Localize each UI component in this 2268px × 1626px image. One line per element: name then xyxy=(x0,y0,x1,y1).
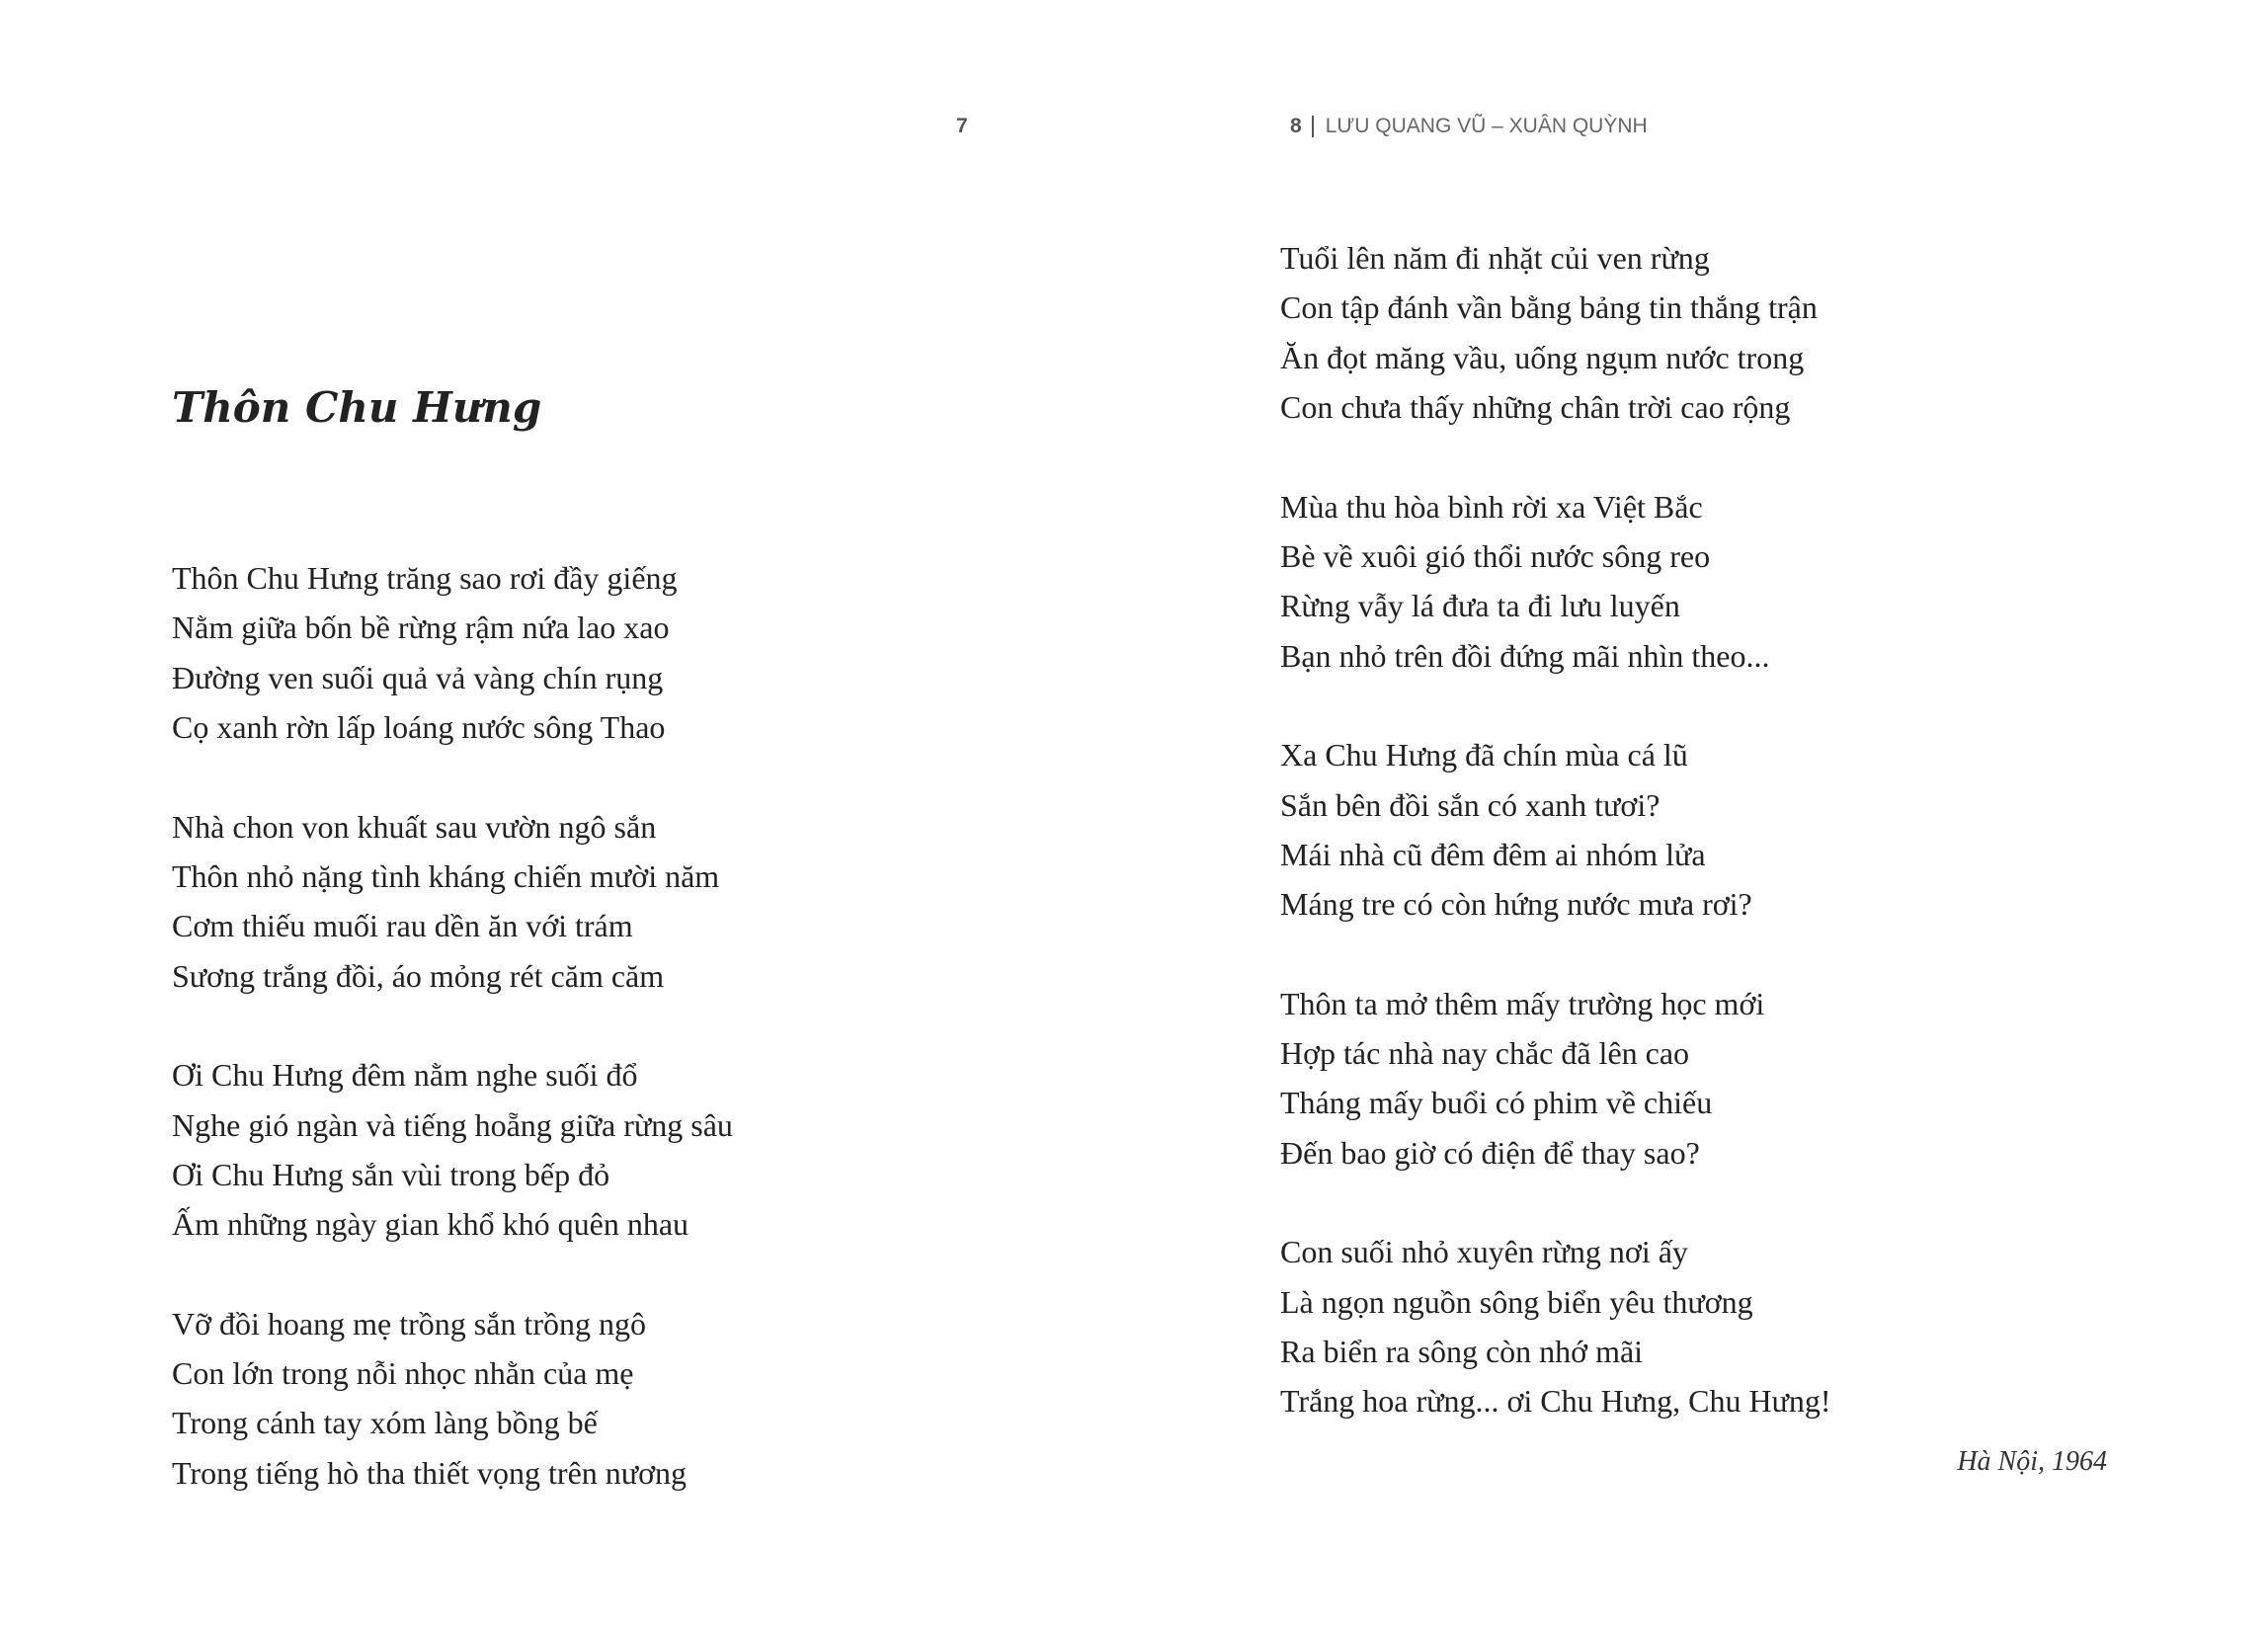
verse-line: Máng tre có còn hứng nước mưa rơi? xyxy=(1280,886,1752,923)
verse-line: Ăn đọt măng vầu, uống ngụm nước trong xyxy=(1280,339,1805,375)
verse-line: Ơi Chu Hưng đêm nằm nghe suối đổ xyxy=(172,1057,638,1094)
verse-line: Cơm thiếu muối rau dền ăn với trám xyxy=(172,908,633,944)
verse-line: Trong cánh tay xóm làng bồng bế xyxy=(172,1405,598,1441)
page-number-7: 7 xyxy=(956,115,968,137)
verse-line: Ấm những ngày gian khổ khó quên nhau xyxy=(172,1206,689,1243)
verse-line: Trong tiếng hò tha thiết vọng trên nương xyxy=(172,1454,688,1491)
stanza-9 xyxy=(1280,1227,2169,1426)
verse-line: Tháng mấy buổi có phim về chiếu xyxy=(1280,1085,1713,1121)
verse-line: Nhà chon von khuất sau vườn ngô sắn xyxy=(172,808,657,845)
running-header-title: LƯU QUANG VŨ – XUÂN QUỲNH xyxy=(1325,115,1648,137)
verse-line: Xa Chu Hưng đã chín mùa cá lũ xyxy=(1280,737,1688,773)
verse-line: Con tập đánh vần bằng bảng tin thắng trận xyxy=(1280,289,1818,326)
verse-line: Tuổi lên năm đi nhặt củi ven rừng xyxy=(1280,240,1710,276)
stanza-4 xyxy=(172,1299,1061,1499)
stanza-8 xyxy=(1280,979,2169,1179)
stanza-7 xyxy=(1280,730,2169,930)
verse-line: Ơi Chu Hưng sắn vùi trong bếp đỏ xyxy=(172,1156,610,1192)
verse-line: Sắn bên đồi sắn có xanh tươi? xyxy=(1280,786,1660,823)
verse-line: Thôn nhỏ nặng tình kháng chiến mười năm xyxy=(172,857,720,894)
header-separator xyxy=(1312,116,1314,137)
verse-line: Hợp tác nhà nay chắc đã lên cao xyxy=(1280,1035,1690,1072)
poem-title: Thôn Chu Hưng xyxy=(172,383,542,432)
verse-line: Thôn ta mở thêm mấy trường học mới xyxy=(1280,985,1765,1021)
verse-line: Con lớn trong nỗi nhọc nhằn của mẹ xyxy=(172,1355,634,1392)
verse-line: Nghe gió ngàn và tiếng hoẵng giữa rừng sâu xyxy=(172,1106,733,1143)
verse-line: Vỡ đồi hoang mẹ trồng sắn trồng ngô xyxy=(172,1305,646,1341)
verse-line: Con chưa thấy những chân trời cao rộng xyxy=(1280,389,1791,426)
stanza-6 xyxy=(1280,482,2169,682)
verse-line: Mùa thu hòa bình rời xa Việt Bắc xyxy=(1280,488,1703,525)
stanza-2 xyxy=(172,802,1061,1002)
verse-line: Cọ xanh rờn lấp loáng nước sông Thao xyxy=(172,709,666,746)
right-page xyxy=(1134,0,2268,1626)
verse-line: Rừng vẫy lá đưa ta đi lưu luyến xyxy=(1280,588,1680,624)
verse-line: Ra biển ra sông còn nhớ mãi xyxy=(1280,1334,1644,1370)
page-number-8: 8 xyxy=(1290,115,1302,137)
verse-line: Bạn nhỏ trên đồi đứng mãi nhìn theo... xyxy=(1280,637,1770,674)
stanza-1 xyxy=(172,553,1061,753)
running-header xyxy=(1290,115,1648,138)
right-stanzas xyxy=(1280,233,2169,1476)
stanza-5 xyxy=(1280,233,2169,433)
left-stanzas xyxy=(172,553,1061,1547)
place-date-signature: Hà Nội, 1964 xyxy=(1957,1446,2107,1477)
verse-line: Đường ven suối quả vả vàng chín rụng xyxy=(172,659,664,695)
verse-line: Đến bao giờ có điện để thay sao? xyxy=(1280,1134,1700,1171)
verse-line: Là ngọn nguồn sông biển yêu thương xyxy=(1280,1283,1753,1320)
verse-line: Nằm giữa bốn bề rừng rậm nứa lao xao xyxy=(172,610,670,646)
verse-line: Sương trắng đồi, áo mỏng rét căm căm xyxy=(172,957,665,994)
verse-line: Con suối nhỏ xuyên rừng nơi ấy xyxy=(1280,1234,1688,1270)
verse-line: Trắng hoa rừng... ơi Chu Hưng, Chu Hưng! xyxy=(1280,1383,1831,1420)
stanza-3 xyxy=(172,1050,1061,1250)
verse-line: Bè về xuôi gió thổi nước sông reo xyxy=(1280,537,1711,574)
verse-line: Thôn Chu Hưng trăng sao rơi đầy giếng xyxy=(172,560,678,596)
verse-line: Mái nhà cũ đêm đêm ai nhóm lửa xyxy=(1280,836,1706,872)
